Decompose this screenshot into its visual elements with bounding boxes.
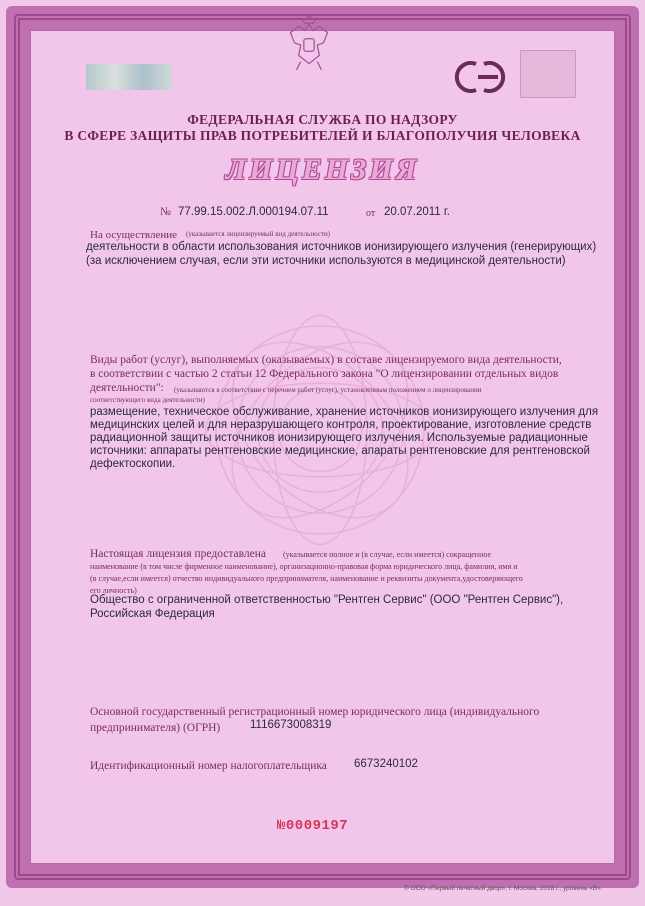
- works-line-2: медицинских целей и для неразрушающего контроля, проектирование, изготовление средств: [90, 419, 592, 431]
- licensee-hint-line-4: его личность): [90, 586, 137, 595]
- ogrn-value: 1116673008319: [250, 719, 332, 731]
- works-hint-line-2: соответствующего вида деятельности): [90, 396, 205, 404]
- activity-line-2: (за исключением случая, если эти источники используются в медицинской деятельности): [86, 255, 566, 267]
- licensee-line-2: Российская Федерация: [90, 608, 215, 620]
- works-line-4: источники: аппараты рентгеновские медицинские, апараты рентгеновские для рентгеновской: [90, 445, 590, 457]
- works-line-3: радиационной защиты источников ионизирующего излучения. Используемые радиационные: [90, 432, 588, 444]
- inn-value: 6673240102: [354, 758, 418, 770]
- works-line-5: дефектоскопии.: [90, 458, 176, 470]
- se-mark-logo-icon: [448, 54, 512, 100]
- double-headed-eagle-emblem-icon: [278, 14, 340, 76]
- document-title: ЛИЦЕНЗИЯ: [225, 153, 420, 186]
- works-line-1: размещение, техническое обслуживание, хранение источников ионизирующего излучения для: [90, 406, 599, 418]
- works-hint-line-1: (указываются в соответствии с перечнем работ (услуг), установленным положением о лицензировании: [174, 386, 482, 394]
- works-label-line-2: в соответствии с частью 2 статьи 12 Федерального закона "О лицензировании отдельных видов: [90, 368, 559, 380]
- stamp-area: [520, 50, 576, 98]
- agency-line-2: В СФЕРЕ ЗАЩИТЫ ПРАВ ПОТРЕБИТЕЛЕЙ И БЛАГОПОЛУЧИЯ ЧЕЛОВЕКА: [64, 128, 581, 143]
- activity-label: На осуществление: [90, 229, 177, 241]
- activity-hint: (указывается лицензируемый вид деятельности): [186, 230, 331, 238]
- license-date-prefix: от: [366, 208, 376, 219]
- form-serial-number: №0009197: [277, 818, 349, 834]
- agency-line-1: ФЕДЕРАЛЬНАЯ СЛУЖБА ПО НАДЗОРУ: [187, 112, 458, 127]
- licensee-hint-line-1: (указывается полное и (в случае, если имеется) сокращенное: [283, 550, 492, 559]
- activity-line-1: деятельности в области использования источников ионизирующего излучения (генерирующих): [86, 241, 597, 253]
- licensee-hint-line-2: наименование (в том числе фирменное наименование), организационно-правовая форма юридического лица, фамилия, имя и: [90, 562, 518, 571]
- works-label-line-1: Виды работ (услуг), выполняемых (оказываемых) в составе лицензируемого вида деятельности,: [90, 354, 562, 366]
- licensee-hint-line-3: (в случае,если имеется) отчество индивидуального предпринимателя, наименование и реквизиты документа,удостоверяющего: [90, 574, 523, 583]
- hologram-strip: [86, 64, 172, 90]
- ogrn-label-line-1: Основной государственный регистрационный номер юридического лица (индивидуального: [90, 706, 540, 718]
- inn-label: Идентификационный номер налогоплательщика: [90, 760, 327, 772]
- license-date: 20.07.2011 г.: [384, 206, 450, 218]
- license-number-prefix: №: [160, 206, 171, 218]
- works-label-line-3: деятельности":: [90, 382, 164, 394]
- printer-imprint: © ООО «Первый печатный двор», г. Москва, 2018 г., уровень «В».: [404, 885, 603, 892]
- ogrn-label-line-2: предпринимателя) (ОГРН): [90, 722, 221, 734]
- license-number: 77.99.15.002.Л.000194.07.11: [178, 206, 329, 218]
- licensee-line-1: Общество с ограниченной ответственностью "Рентген Сервис" (ООО "Рентген Сервис"),: [90, 594, 564, 606]
- licensee-label: Настоящая лицензия предоставлена: [90, 548, 266, 560]
